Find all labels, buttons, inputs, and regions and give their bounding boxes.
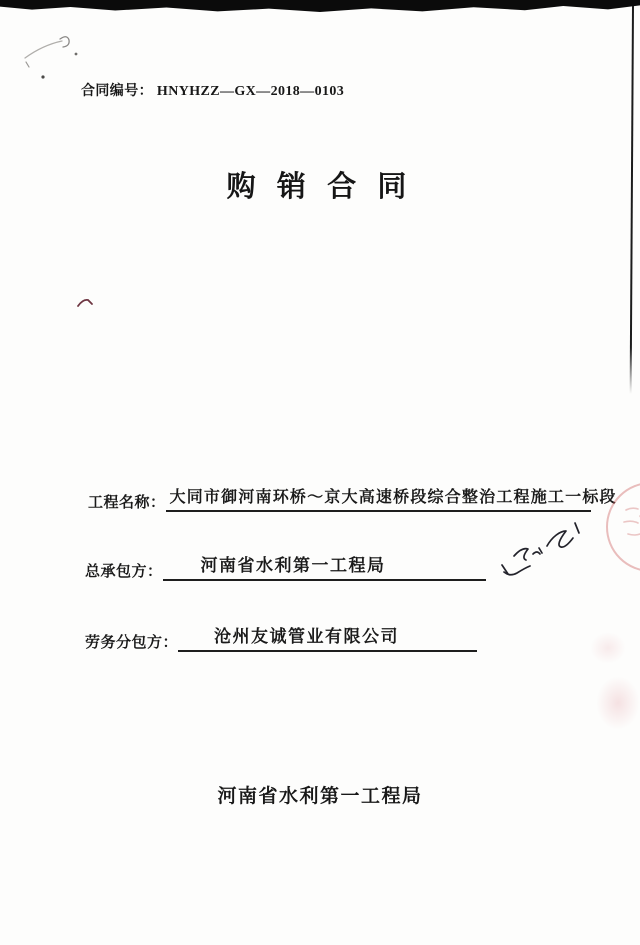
labor-subcontractor-value: 沧州友诚管业有限公司	[178, 627, 477, 652]
general-contractor-label: 总承包方：	[85, 564, 163, 580]
contract-number-value: HNYHZZ—GX—2018—0103	[156, 84, 345, 99]
document-title: 购 销 合 同	[226, 171, 414, 203]
labor-subcontractor-label: 劳务分包方：	[85, 635, 179, 651]
field-labor-subcontractor	[85, 627, 477, 652]
contract-number-line	[81, 80, 344, 100]
ink-smudge	[596, 676, 640, 730]
footer-company-name: 河南省水利第一工程局	[217, 786, 423, 807]
ink-smudge	[590, 632, 626, 664]
project-name-label: 工程名称：	[88, 495, 166, 511]
contract-number-label: 合同编号：	[81, 84, 153, 99]
general-contractor-value: 河南省水利第一工程局	[163, 556, 486, 581]
field-general-contractor	[85, 556, 486, 581]
scan-edge-artifact	[0, 0, 640, 12]
pen-check-mark	[75, 295, 97, 311]
handwritten-annotation	[495, 508, 585, 580]
project-name-value: 大同市御河南环桥～京大高速桥段综合整治工程施工一标段	[166, 488, 591, 512]
pencil-scribble	[10, 28, 100, 88]
